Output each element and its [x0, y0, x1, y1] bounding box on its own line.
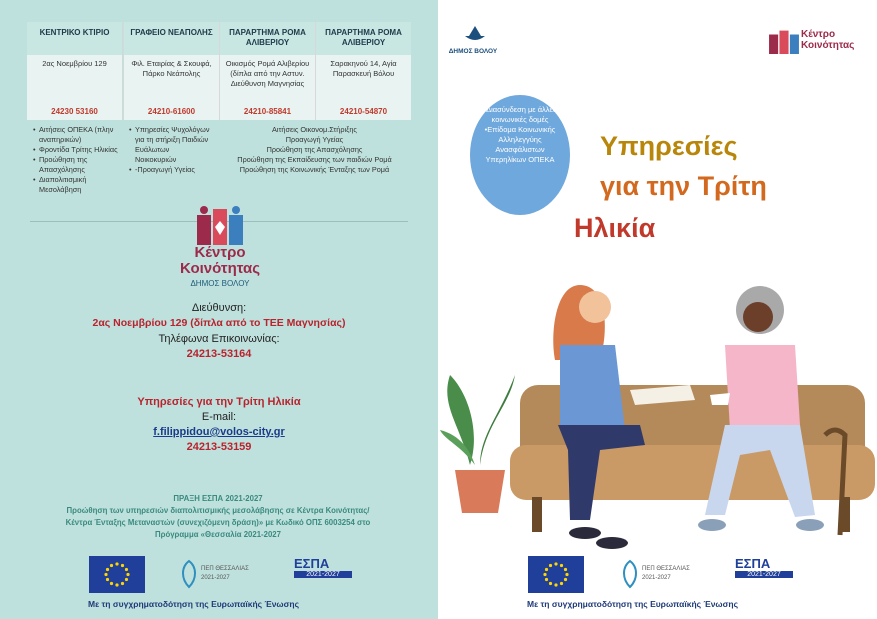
community-center-logo — [197, 205, 243, 245]
pep-thessalia-logo-right — [620, 556, 690, 593]
service-item: Προώθηση της Απασχόλησης — [266, 145, 363, 154]
office-head: ΓΡΑΦΕΙΟ ΝΕΑΠΟΛΗΣ — [124, 22, 219, 55]
pep-years: 2021-2027 — [201, 575, 230, 581]
espa-years: 2021-2027 — [294, 571, 352, 578]
espa-label: ΕΣΠΑ — [294, 556, 330, 571]
email-label: E-mail: — [201, 411, 237, 423]
community-center-logo-small — [769, 26, 864, 56]
espa-logo — [294, 556, 356, 593]
circle-item: •Διασύνδεση με άλλες κοινωνικές δομές — [483, 105, 557, 124]
espa-description — [30, 493, 406, 541]
office-phone: 24210-85841 — [243, 107, 292, 116]
service-item: • Προώθηση της Απασχόλησης — [39, 155, 119, 175]
services-list-3 — [222, 125, 407, 175]
services-list-1 — [31, 125, 119, 195]
espa-years: 2021-2027 — [735, 571, 793, 578]
elderly-care-illustration — [440, 265, 877, 550]
service-item: Προώθηση της Εκπαίδευσης των παιδιών Ρομά — [237, 155, 392, 164]
espa-logo-right — [735, 556, 797, 593]
office-central — [27, 22, 122, 120]
services-circle — [470, 95, 570, 215]
circle-item: •Επίδομα Κοινωνικής Αλληλεγγύης Ανασφάλιστων Υπερηλίκων ΟΠΕΚΑ — [484, 125, 556, 164]
office-address: 2ας Νοεμβρίου 129 — [42, 59, 107, 68]
phone-value-2: 24213-53159 — [186, 441, 252, 453]
kk-line1: Κέντρο — [801, 29, 836, 40]
municipality-ship-icon — [463, 22, 487, 44]
pep-years: 2021-2027 — [642, 575, 671, 581]
elderly-services-title: Υπηρεσίες για την Τρίτη Ηλικία — [137, 396, 301, 408]
pep-thessalia-logo — [179, 556, 249, 593]
title-line3: Ηλικία — [574, 213, 656, 243]
service-item: • Αιτήσεις ΟΠΕΚΑ (πλην αναπηρικών) — [39, 125, 119, 145]
office-head: ΚΕΝΤΡΙΚΟ ΚΤΙΡΙΟ — [27, 22, 122, 55]
service-item: • Υπηρεσίες Ψυχολόγων για τη στήριξη Παιδιών Ευάλωτων Νοικοκυριών — [135, 125, 212, 165]
center-sub: ΔΗΜΟΣ ΒΟΛΟΥ — [190, 279, 250, 288]
email-link[interactable]: f.filippidou@volos-city.gr — [153, 426, 285, 438]
office-roma-2 — [315, 22, 411, 120]
espa-label: ΕΣΠΑ — [735, 556, 771, 571]
pep-label: ΠΕΠ ΘΕΣΣΑΛΙΑΣ — [201, 566, 249, 572]
eu-flag-icon-right — [528, 556, 584, 593]
center-name-line1: Κέντρο — [194, 244, 246, 261]
kk-line2: Κοινότητας — [801, 40, 855, 51]
phone-value: 24213-53164 — [186, 348, 252, 360]
office-head: ΠΑΡΑΡΤΗΜΑ ΡΟΜΑ ΑΛΙΒΕΡΙΟΥ — [316, 22, 411, 55]
eu-flag-icon — [89, 556, 145, 593]
services-list-2 — [127, 125, 212, 175]
office-address: Οικισμός Ρομά Αλιβερίου (δίπλα από την Αστυν. Διεύθυνση Μαγνησίας — [225, 59, 310, 88]
espa-line: ΠΡΑΞΗ ΕΣΠΑ 2021-2027 — [173, 494, 263, 503]
phone-label: Τηλέφωνα Επικοινωνίας: — [158, 333, 280, 345]
service-item: • Φροντίδα Τρίτης Ηλικίας — [39, 145, 119, 155]
title-line2: για την Τρίτη — [600, 171, 767, 201]
address-value: 2ας Νοεμβρίου 129 (δίπλα από το ΤΕΕ Μαγνησίας) — [92, 317, 346, 329]
office-head: ΠΑΡΑΡΤΗΜΑ ΡΟΜΑ ΑΛΙΒΕΡΙΟΥ — [220, 22, 315, 55]
service-item: Προώθηση της Κοινωνικής Ένταξης των Ρομά — [239, 165, 390, 174]
address-label: Διεύθυνση: — [191, 302, 247, 314]
cofund-text-right: Με τη συγχρηματοδότηση της Ευρωπαϊκής Ένωσης — [527, 599, 739, 609]
service-item: • Διαπολιτισμική Μεσολάβηση — [39, 175, 119, 195]
office-phone: 24210-61600 — [147, 107, 196, 116]
espa-line: Πρόγραμμα «Θεσσαλία 2021-2027 — [155, 530, 281, 539]
service-item: • -Προαγωγή Υγείας — [135, 165, 212, 175]
cofund-text: Με τη συγχρηματοδότηση της Ευρωπαϊκής Ένωσης — [88, 599, 300, 609]
pep-label: ΠΕΠ ΘΕΣΣΑΛΙΑΣ — [642, 566, 690, 572]
title-line1: Υπηρεσίες — [600, 131, 738, 161]
office-address: Σαρακηνού 14, Αγία Παρασκευή Βόλου — [330, 59, 397, 78]
center-name-line2: Κοινότητας — [179, 260, 261, 277]
office-roma-1 — [219, 22, 315, 120]
service-item: Αιτήσεις Οικονομ.Στήριξης — [272, 125, 357, 134]
left-panel — [0, 0, 438, 619]
office-address: Φιλ. Εταιρίας & Σκουφά, Πάρκο Νεάπολης — [131, 59, 212, 78]
office-phone: 24210-54870 — [339, 107, 388, 116]
service-item: Προαγωγή Υγείας — [285, 135, 344, 144]
office-phone: 24230 53160 — [51, 107, 98, 116]
espa-line: Κέντρα Ένταξης Μεταναστών (συνεχιζόμενη δράση)» με Κωδικό ΟΠΣ 6003254 στο — [65, 518, 371, 527]
espa-line: Προώθηση των υπηρεσιών διαπολιτισμικής μεσολάβησης σε Κέντρα Κοινότητας/ — [66, 506, 370, 515]
municipality-name: ΔΗΜΟΣ ΒΟΛΟΥ — [448, 48, 498, 55]
office-neapolis — [123, 22, 219, 120]
